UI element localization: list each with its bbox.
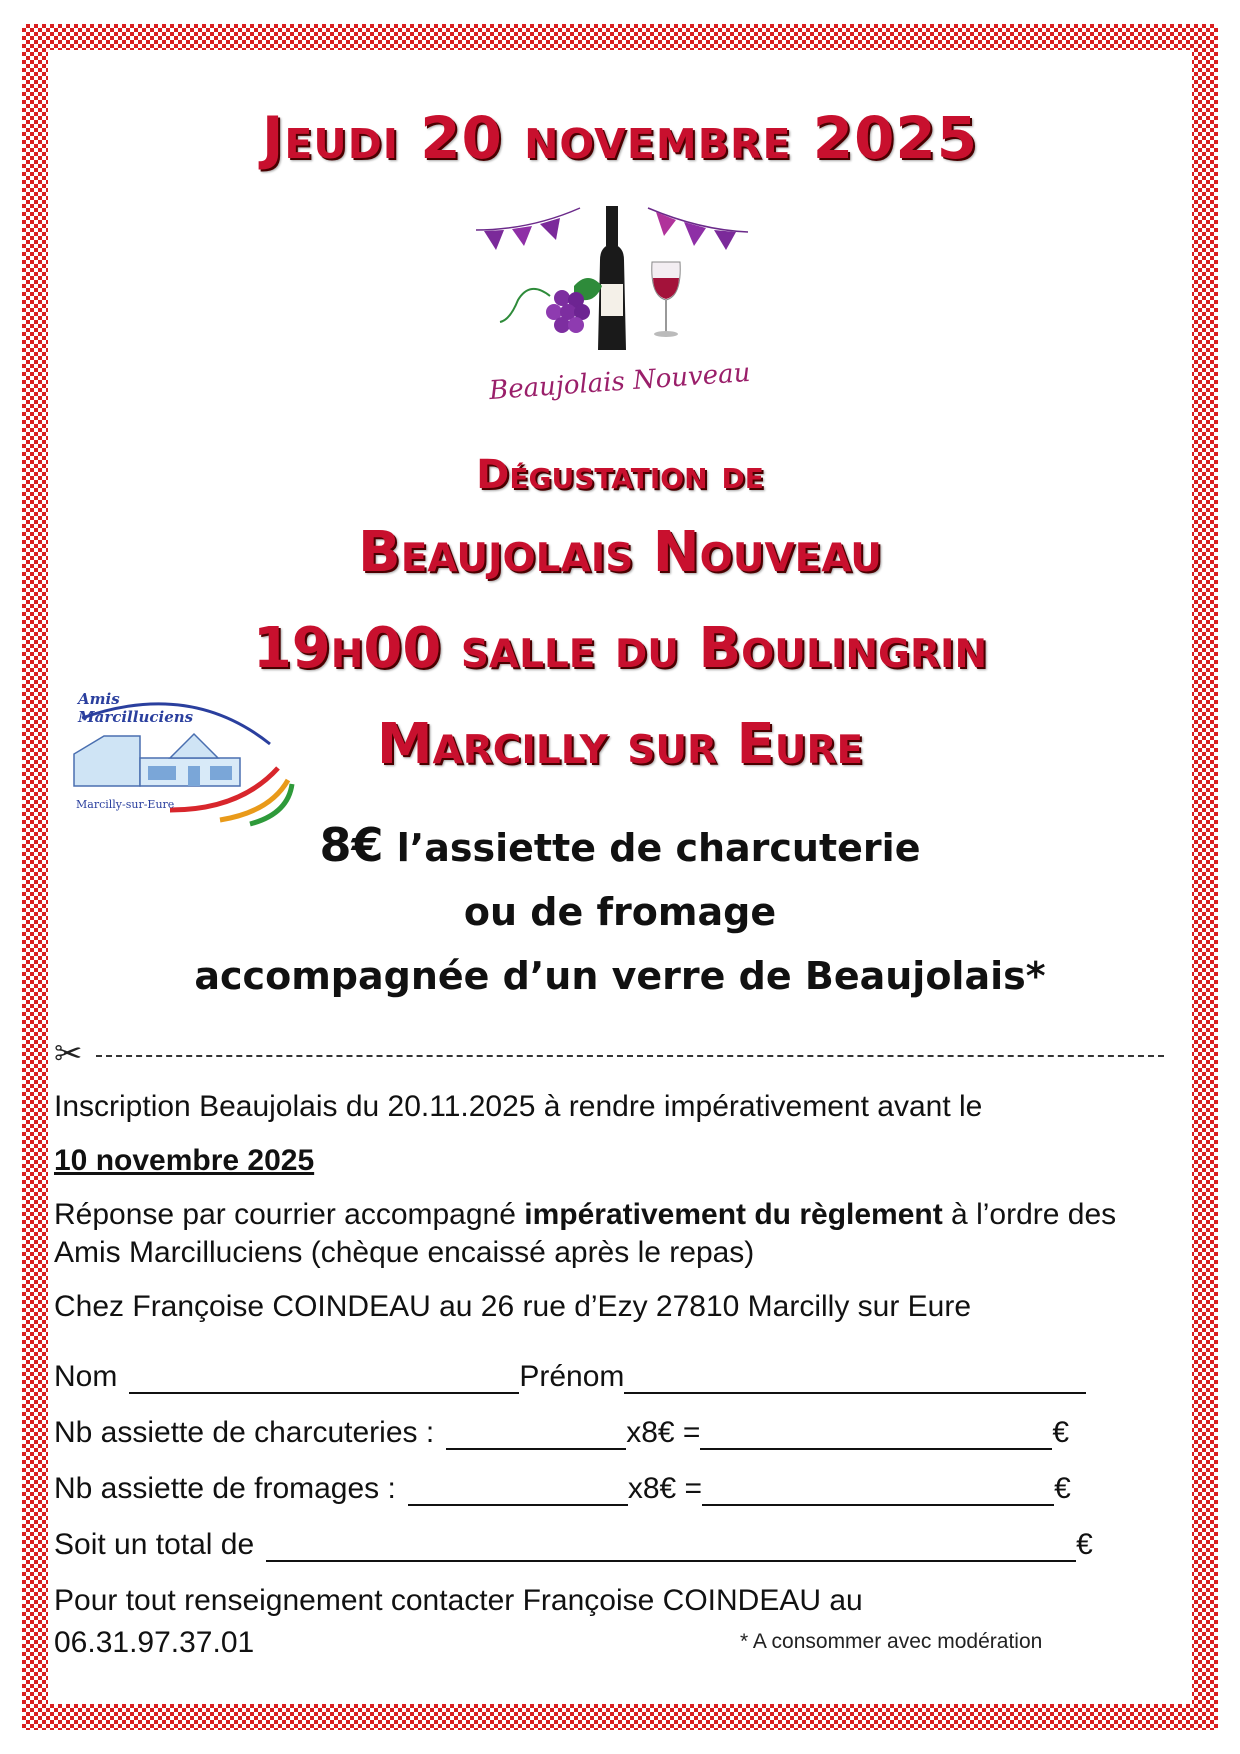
- town-hall-icon: [74, 734, 240, 786]
- offer-line-3: accompagnée d’un verre de Beaujolais*: [194, 954, 1046, 998]
- total-row: [54, 1528, 1093, 1562]
- charcuterie-times: x8€ =: [626, 1416, 701, 1449]
- contact-text: Pour tout renseignement contacter Françoise COINDEAU au: [54, 1584, 863, 1617]
- event-date: Jeudi 20 novembre 2025: [261, 104, 979, 172]
- event-time-venue: 19h00 salle du Boulingrin: [252, 616, 988, 681]
- fromage-euro: €: [1054, 1472, 1071, 1505]
- club-name-line-2: Marcilluciens: [78, 708, 194, 726]
- offer-line-1: [0, 818, 1240, 872]
- offer-price: 8€: [319, 818, 384, 872]
- coupon-intro: Inscription Beaujolais du 20.11.2025 à rendre impérativement avant le: [54, 1090, 983, 1123]
- grapes-icon: [500, 278, 602, 333]
- charcuterie-amount-field[interactable]: [700, 1422, 1052, 1450]
- dashed-divider: [96, 1055, 1164, 1057]
- moderation-note: * A consommer avec modération: [740, 1630, 1043, 1653]
- coupon-address: Chez Françoise COINDEAU au 26 rue d’Ezy 27810 Marcilly sur Eure: [54, 1290, 972, 1323]
- offer-line-2: ou de fromage: [463, 890, 777, 934]
- fromage-row: [54, 1472, 1071, 1506]
- fromage-qty-field[interactable]: [408, 1478, 628, 1506]
- fromage-amount-field[interactable]: [702, 1478, 1054, 1506]
- amis-marcilluciens-logo: [70, 688, 300, 828]
- nom-label: Nom: [54, 1360, 118, 1393]
- charcuterie-label: Nb assiette de charcuteries :: [54, 1416, 435, 1449]
- offer-line-1-text: l’assiette de charcuterie: [383, 826, 921, 870]
- bunting-flag-icon: [512, 226, 532, 246]
- charcuterie-row: [54, 1416, 1069, 1450]
- total-amount-field[interactable]: [266, 1534, 1076, 1562]
- coupon-deadline: 10 novembre 2025: [54, 1144, 315, 1177]
- charcuterie-euro: €: [1052, 1416, 1070, 1449]
- fromage-times: x8€ =: [627, 1472, 703, 1505]
- fromage-label: Nb assiette de fromages :: [54, 1472, 396, 1505]
- charcuterie-qty-field[interactable]: [446, 1422, 626, 1450]
- event-title-line-1: Dégustation de: [476, 452, 764, 498]
- event-title-line-2: Beaujolais Nouveau: [358, 520, 882, 585]
- registration-coupon: [54, 1088, 1174, 1326]
- name-row: [54, 1360, 1086, 1394]
- total-euro: €: [1076, 1528, 1093, 1561]
- bunting-flag-icon: [484, 230, 504, 250]
- wine-glass-icon: [652, 262, 680, 337]
- phone-row: [54, 1626, 254, 1660]
- scissors-icon: ✂: [54, 1035, 83, 1073]
- prenom-field[interactable]: [624, 1366, 1086, 1394]
- event-town: Marcilly sur Eure: [376, 712, 864, 777]
- club-name-line-1: Amis: [78, 690, 120, 708]
- prenom-label: Prénom: [519, 1360, 625, 1393]
- beaujolais-logo: [470, 200, 770, 410]
- total-label: Soit un total de: [54, 1528, 255, 1561]
- coupon-reply: Réponse par courrier accompagné impérativement du règlement à l’ordre des Amis Marcilluciens (chèque encaissé après le repas): [54, 1198, 1117, 1269]
- coupon-reply-bold: impérativement du règlement: [524, 1198, 943, 1231]
- nom-field[interactable]: [129, 1366, 519, 1394]
- contact-phone: 06.31.97.37.01: [54, 1626, 255, 1659]
- logo-script-text: Beaujolais Nouveau: [488, 357, 752, 407]
- cut-line: [54, 1036, 1164, 1072]
- club-place: Marcilly-sur-Eure: [76, 798, 175, 811]
- contact-row: [54, 1584, 863, 1618]
- bunting-flag-icon: [714, 230, 736, 250]
- wine-bottle-icon: [598, 206, 626, 350]
